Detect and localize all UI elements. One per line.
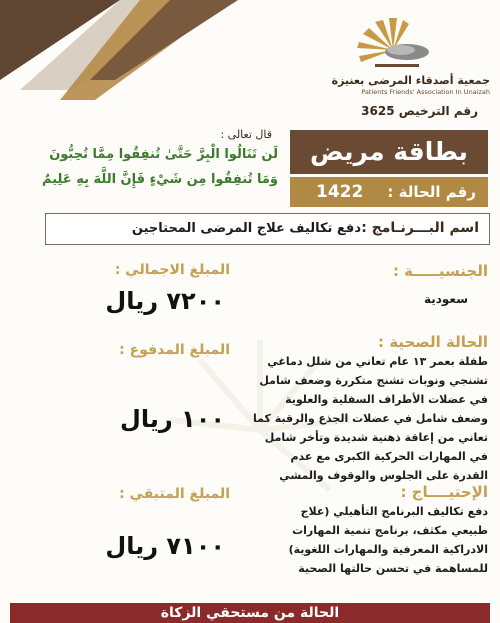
paid-amount-value: ١٠٠ ريال — [120, 405, 225, 433]
total-amount-value: ٧٢٠٠ ريال — [105, 287, 225, 315]
paid-amount-label: المبلغ المدفوع : — [119, 342, 230, 358]
needs-label: الإحتيــــاج : — [400, 483, 488, 501]
license-number: رقم الترخيص 3625 — [361, 104, 478, 118]
total-amount-label: المبلغ الاجمالي : — [114, 262, 230, 278]
verse-line-2: وَمَا تُنفِقُوا مِن شَيْءٍ فَإِنَّ اللَّهَ بِهِ عَلِيمٌ — [42, 172, 278, 187]
zakat-eligibility-banner: الحالة من مستحقي الزكاة — [10, 603, 490, 623]
program-value: دفع تكاليف علاج المرضى المحتاجين — [131, 221, 361, 236]
org-name-en: Patients Friends' Association In Unaizah — [361, 88, 490, 96]
program-label: اسم البـــرنـامج : — [361, 220, 479, 236]
health-status-value: طفلة بعمر ١٣ عام تعاني من شلل دماغي تشنجي ونوبات تشنج متكررة وضعف شامل في عضلات الأطراف السفلية والعلوية وضعف شامل في عضلات الجذع والرقبة كما تعاني من إعاقة ذهنية شديدة وتأخر شامل في المهارات الحركية الكبرى مع عدم القدرة على الجلوس والوقوف والمشي — [253, 355, 488, 482]
case-number-label: رقم الحالة : — [387, 183, 476, 201]
program-box — [45, 213, 490, 245]
association-logo — [345, 12, 445, 82]
remaining-amount-label: المبلغ المتبقي : — [119, 486, 230, 502]
nationality-label: الجنسيـــــة : — [392, 262, 488, 280]
verse-intro: قال تعالى : — [220, 128, 272, 141]
card-title: بطاقة مريض — [290, 130, 488, 174]
verse-line-1: لَن تَنَالُوا الْبِرَّ حَتَّىٰ تُنفِقُوا مِمَّا تُحِبُّونَ — [49, 147, 278, 162]
case-number-value: 1422 — [316, 182, 364, 202]
case-number-bar — [290, 177, 488, 207]
needs-value: دفع تكاليف البرنامج التأهيلي (علاج طبيعي مكثف، برنامج تنمية المهارات الادراكية المعرفية والمهارات اللغوية) للمساهمة في تحسن حالتها الصحية — [288, 505, 488, 575]
corner-ribbon-decoration — [0, 0, 240, 110]
org-name: جمعية أصدقاء المرضى بعنيزة — [331, 74, 490, 87]
health-status-label: الحالة الصحية : — [378, 333, 488, 351]
nationality-value: سعودية — [423, 292, 468, 306]
remaining-amount-value: ٧١٠٠ ريال — [105, 532, 225, 560]
